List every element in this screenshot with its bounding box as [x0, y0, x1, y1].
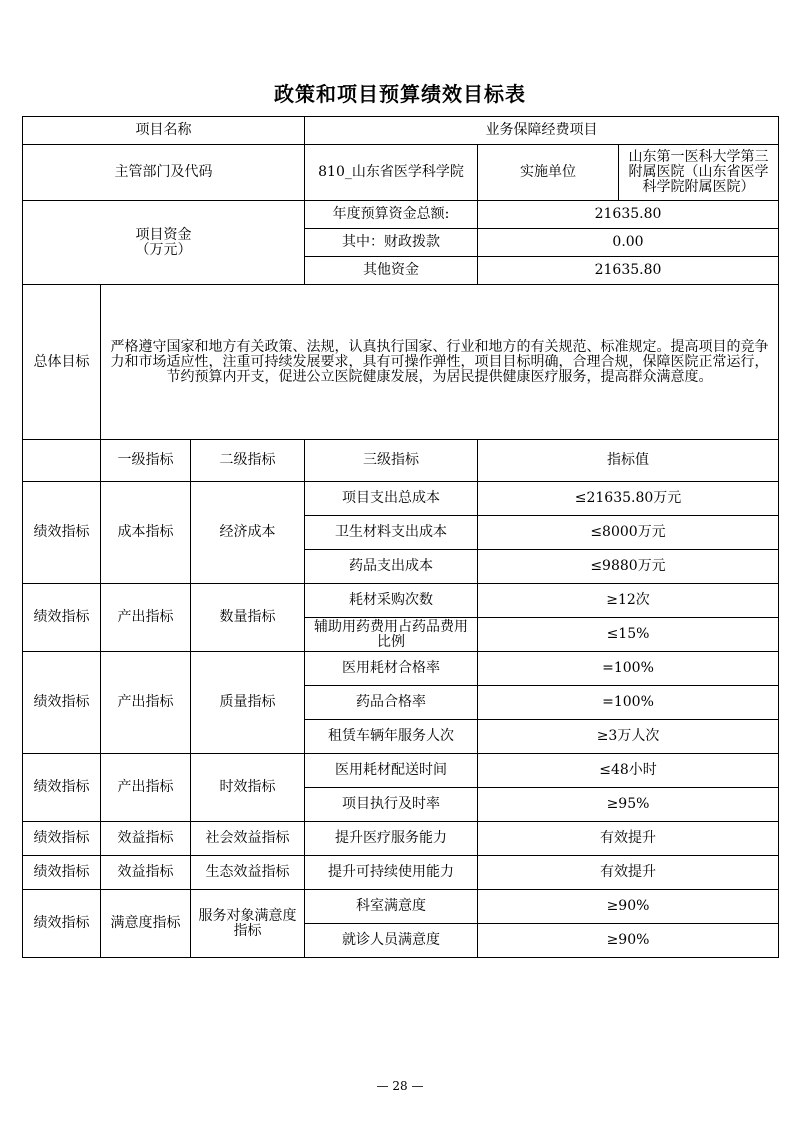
- indicator-level1: 效益指标: [101, 856, 191, 890]
- funds-total-value: 21635.80: [478, 201, 779, 229]
- indicator-level3: 科室满意度: [305, 890, 478, 924]
- indicator-level3: 医用耗材合格率: [305, 652, 478, 686]
- funds-total-label: 年度预算资金总额:: [305, 201, 478, 229]
- table-row: [23, 652, 779, 686]
- table-row: [23, 754, 779, 788]
- indicator-value: ≤21635.80万元: [478, 482, 779, 516]
- performance-target-table: [22, 116, 779, 958]
- indicator-level1: 成本指标: [101, 482, 191, 584]
- indicator-level3: 卫生材料支出成本: [305, 516, 478, 550]
- indicator-value: ≥90%: [478, 924, 779, 958]
- impl-value: 山东第一医科大学第三附属医院（山东省医学科学院附属医院）: [619, 145, 779, 201]
- table-row: [23, 890, 779, 924]
- indicator-value: 有效提升: [478, 822, 779, 856]
- funds-unit: （万元）: [135, 241, 192, 258]
- indicator-level1: 产出指标: [101, 652, 191, 754]
- funds-fiscal-label: 其中：财政拨款: [305, 229, 478, 257]
- project-name-value: 业务保障经费项目: [305, 117, 779, 145]
- indicator-value: ≤8000万元: [478, 516, 779, 550]
- indicator-category: 绩效指标: [23, 482, 101, 584]
- indicator-value: ≥12次: [478, 584, 779, 618]
- goal-text: 严格遵守国家和地方有关政策、法规，认真执行国家、行业和地方的有关规范、标准规定。提高项目的竞争力和市场适应性，注重可持续发展要求，具有可操作弹性，项目目标明确，合理合规，保障医院正常运行，节约预算内开支，促进公立医院健康发展，为居民提供健康医疗服务，提高群众满意度。: [101, 285, 779, 440]
- indicator-category: 绩效指标: [23, 890, 101, 958]
- indicator-value: ≤15%: [478, 618, 779, 652]
- funds-label-cell: [23, 201, 305, 285]
- indicator-category: 绩效指标: [23, 856, 101, 890]
- indicator-level2: 生态效益指标: [191, 856, 305, 890]
- indicator-level3: 提升医疗服务能力: [305, 822, 478, 856]
- indicator-level3: 药品合格率: [305, 686, 478, 720]
- indicator-category: 绩效指标: [23, 584, 101, 652]
- indicator-level3: 医用耗材配送时间: [305, 754, 478, 788]
- indicator-level2: 时效指标: [191, 754, 305, 822]
- page-title: 政策和项目预算绩效目标表: [274, 82, 526, 106]
- table-row: [23, 584, 779, 618]
- indicator-value: ≥95%: [478, 788, 779, 822]
- indicator-value: ≤9880万元: [478, 550, 779, 584]
- funds-fiscal-value: 0.00: [478, 229, 779, 257]
- indicator-level3: 项目执行及时率: [305, 788, 478, 822]
- table-row: [23, 856, 779, 890]
- funds-other-label: 其他资金: [305, 257, 478, 285]
- indicator-value: =100%: [478, 686, 779, 720]
- page-number: — 28 —: [376, 1079, 424, 1093]
- header-level3: 三级指标: [305, 440, 478, 482]
- indicator-level3: 耗材采购次数: [305, 584, 478, 618]
- header-empty-cell: [23, 440, 101, 482]
- indicator-value: =100%: [478, 652, 779, 686]
- table-row: [23, 822, 779, 856]
- indicator-level1: 产出指标: [101, 754, 191, 822]
- indicator-level3: 就诊人员满意度: [305, 924, 478, 958]
- funds-other-value: 21635.80: [478, 257, 779, 285]
- indicator-level1: 效益指标: [101, 822, 191, 856]
- indicator-level3: 提升可持续使用能力: [305, 856, 478, 890]
- indicator-level1: 产出指标: [101, 584, 191, 652]
- table-row: [23, 482, 779, 516]
- indicator-category: 绩效指标: [23, 754, 101, 822]
- indicator-level2: 服务对象满意度指标: [191, 890, 305, 958]
- indicator-value: ≤48小时: [478, 754, 779, 788]
- header-level2: 二级指标: [191, 440, 305, 482]
- goal-label: 总体目标: [23, 285, 101, 440]
- indicator-level3: 项目支出总成本: [305, 482, 478, 516]
- indicator-value: 有效提升: [478, 856, 779, 890]
- indicator-level1: 满意度指标: [101, 890, 191, 958]
- header-level1: 一级指标: [101, 440, 191, 482]
- indicator-value: ≥3万人次: [478, 720, 779, 754]
- dept-value: 810_山东省医学科学院: [305, 145, 478, 201]
- dept-label: 主管部门及代码: [23, 145, 305, 201]
- indicator-level2: 社会效益指标: [191, 822, 305, 856]
- indicator-level2: 经济成本: [191, 482, 305, 584]
- indicator-level3: 租赁车辆年服务人次: [305, 720, 478, 754]
- indicator-value: ≥90%: [478, 890, 779, 924]
- indicator-category: 绩效指标: [23, 822, 101, 856]
- indicator-level2: 质量指标: [191, 652, 305, 754]
- header-value: 指标值: [478, 440, 779, 482]
- indicator-level2: 数量指标: [191, 584, 305, 652]
- project-name-label: 项目名称: [23, 117, 305, 145]
- indicator-level3: 药品支出成本: [305, 550, 478, 584]
- funds-label: 项目资金: [135, 226, 192, 243]
- impl-label: 实施单位: [478, 145, 619, 201]
- indicator-category: 绩效指标: [23, 652, 101, 754]
- indicator-level3: 辅助用药费用占药品费用比例: [305, 618, 478, 652]
